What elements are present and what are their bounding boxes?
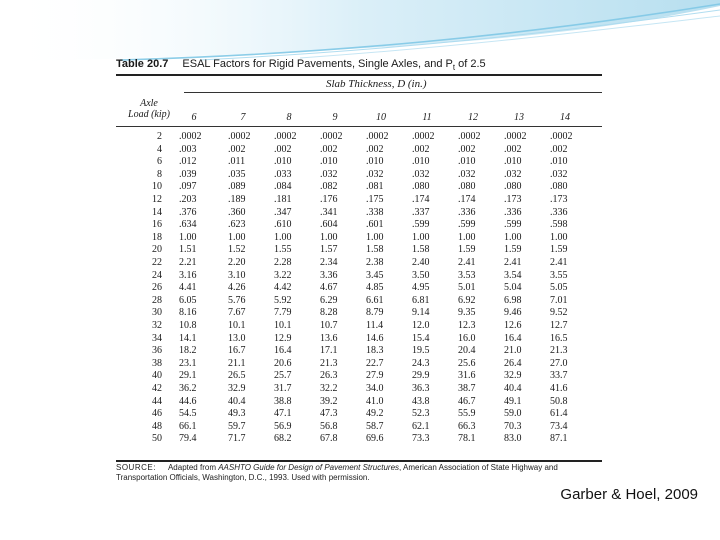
- slide-credit: Garber & Hoel, 2009: [560, 486, 698, 503]
- esal-factor-cell: 1.00: [274, 231, 292, 243]
- esal-factor-cell: 2.41: [458, 257, 476, 268]
- axle-load-cell: 30: [152, 307, 162, 319]
- axle-load-cell: 6: [157, 156, 162, 168]
- esal-factor-cell: 16.4: [504, 332, 522, 344]
- esal-factor-cell: .002: [320, 143, 338, 155]
- esal-factor-cell: 1.00: [320, 231, 338, 243]
- esal-factor-cell: 49.1: [504, 395, 522, 407]
- esal-factor-cell: 27.9: [366, 370, 384, 382]
- esal-factor-cell: .032: [458, 168, 476, 180]
- esal-factor-cell: 14.1: [179, 332, 197, 344]
- esal-factor-cell: .097: [179, 181, 197, 193]
- esal-factor-cell: .080: [412, 181, 430, 193]
- esal-factor-cell: 8.16: [179, 307, 197, 319]
- esal-factor-cell: .032: [504, 168, 522, 180]
- esal-factor-cell: 9.14: [412, 307, 430, 319]
- esal-factor-cell: 12.9: [274, 332, 292, 344]
- esal-factor-cell: 61.4: [550, 408, 568, 420]
- esal-factor-cell: .336: [550, 206, 568, 218]
- esal-factor-cell: 73.4: [550, 420, 568, 432]
- source-label: SOURCE:: [116, 463, 156, 472]
- esal-factor-cell: 3.45: [366, 269, 384, 281]
- esal-factor-cell: .032: [320, 168, 338, 180]
- esal-factor-cell: 27.0: [550, 357, 568, 369]
- esal-factor-cell: 19.5: [412, 345, 430, 357]
- esal-factor-cell: 13.0: [228, 332, 246, 344]
- axle-load-cell: 2: [157, 131, 162, 142]
- esal-factor-cell: .032: [550, 168, 568, 180]
- esal-factor-cell: .0002: [504, 131, 527, 142]
- esal-factor-cell: 7.67: [228, 307, 246, 319]
- esal-factor-cell: .002: [228, 143, 246, 155]
- esal-factor-cell: 26.4: [504, 357, 522, 369]
- table-document: [116, 54, 602, 484]
- axle-load-cell: 8: [157, 168, 162, 180]
- esal-factor-cell: .601: [366, 219, 384, 231]
- esal-factor-cell: .002: [274, 143, 292, 155]
- column-header: 7: [240, 112, 246, 123]
- table-title: [116, 58, 486, 72]
- axle-load-cell: 28: [152, 294, 162, 306]
- axle-header-line1: Axle: [140, 98, 158, 109]
- esal-factor-cell: .0002: [412, 131, 435, 142]
- esal-factor-cell: 10.8: [179, 320, 197, 331]
- esal-factor-cell: 25.6: [458, 357, 476, 369]
- esal-factor-cell: .002: [458, 143, 476, 155]
- esal-factor-cell: 49.3: [228, 408, 246, 420]
- esal-factor-cell: 2.38: [366, 257, 384, 268]
- esal-factor-cell: 8.79: [366, 307, 384, 319]
- column-header: 10: [376, 112, 386, 123]
- axle-load-cell: 10: [152, 181, 162, 193]
- esal-factor-cell: .0002: [550, 131, 573, 142]
- esal-factor-cell: 1.00: [458, 231, 476, 243]
- esal-factor-cell: 21.3: [550, 345, 568, 357]
- esal-factor-cell: 1.55: [274, 244, 292, 256]
- axle-header-line2: Load (kip): [128, 109, 170, 120]
- esal-factor-cell: 3.55: [550, 269, 568, 281]
- esal-factor-cell: 33.7: [550, 370, 568, 382]
- table-title-subscript: t: [452, 63, 456, 73]
- esal-factor-cell: .003: [179, 143, 197, 155]
- esal-factor-cell: .173: [504, 194, 522, 205]
- esal-factor-cell: 16.4: [274, 345, 292, 357]
- esal-factor-cell: .039: [179, 168, 197, 180]
- esal-factor-cell: .080: [458, 181, 476, 193]
- esal-factor-cell: 32.2: [320, 383, 338, 394]
- esal-factor-cell: .347: [274, 206, 292, 218]
- esal-factor-cell: 79.4: [179, 433, 197, 445]
- column-header: 12: [468, 112, 478, 123]
- esal-factor-cell: 1.00: [228, 231, 246, 243]
- esal-factor-cell: 32.9: [228, 383, 246, 394]
- esal-factor-cell: 3.54: [504, 269, 522, 281]
- esal-factor-cell: .0002: [228, 131, 251, 142]
- esal-factor-cell: 4.26: [228, 282, 246, 294]
- esal-factor-cell: 2.40: [412, 257, 430, 268]
- header-rule: [116, 126, 602, 127]
- esal-factor-cell: 16.0: [458, 332, 476, 344]
- axle-load-cell: 32: [152, 320, 162, 331]
- table-title-end: of 2.5: [455, 58, 486, 70]
- esal-factor-cell: .010: [320, 156, 338, 168]
- esal-factor-cell: .002: [366, 143, 384, 155]
- esal-factor-cell: .599: [458, 219, 476, 231]
- axle-load-cell: 36: [152, 345, 162, 357]
- esal-factor-cell: 69.6: [366, 433, 384, 445]
- esal-factor-cell: 14.6: [366, 332, 384, 344]
- esal-factor-cell: 38.7: [458, 383, 476, 394]
- esal-factor-cell: 40.4: [228, 395, 246, 407]
- esal-factor-cell: 36.3: [412, 383, 430, 394]
- esal-factor-cell: .011: [228, 156, 246, 168]
- esal-factor-cell: .176: [320, 194, 338, 205]
- axle-load-cell: 26: [152, 282, 162, 294]
- esal-factor-cell: 2.41: [504, 257, 522, 268]
- esal-factor-cell: 21.0: [504, 345, 522, 357]
- esal-factor-cell: 3.16: [179, 269, 197, 281]
- esal-factor-cell: 41.6: [550, 383, 568, 394]
- esal-factor-cell: 87.1: [550, 433, 568, 445]
- esal-factor-cell: .336: [504, 206, 522, 218]
- esal-factor-cell: 5.05: [550, 282, 568, 294]
- esal-factor-cell: .035: [228, 168, 246, 180]
- source-book-title: AASHTO Guide for Design of Pavement Structures: [218, 463, 400, 472]
- esal-factor-cell: 1.00: [366, 231, 384, 243]
- esal-factor-cell: 12.7: [550, 320, 568, 331]
- column-header: 6: [191, 112, 197, 123]
- esal-factor-cell: 20.6: [274, 357, 292, 369]
- esal-factor-cell: 73.3: [412, 433, 430, 445]
- esal-factor-cell: .337: [412, 206, 430, 218]
- esal-factor-cell: 54.5: [179, 408, 197, 420]
- esal-factor-cell: 71.7: [228, 433, 246, 445]
- axle-load-cell: 38: [152, 357, 162, 369]
- axle-load-cell: 14: [152, 206, 162, 218]
- axle-load-cell: 12: [152, 194, 162, 205]
- esal-factor-cell: 8.28: [320, 307, 338, 319]
- esal-factor-cell: 1.58: [412, 244, 430, 256]
- esal-factor-cell: .634: [179, 219, 197, 231]
- esal-factor-cell: 34.0: [366, 383, 384, 394]
- column-header: 14: [560, 112, 570, 123]
- esal-factor-cell: .598: [550, 219, 568, 231]
- esal-factor-cell: 1.57: [320, 244, 338, 256]
- esal-factor-cell: 41.0: [366, 395, 384, 407]
- esal-factor-cell: 66.3: [458, 420, 476, 432]
- esal-factor-cell: .610: [274, 219, 292, 231]
- esal-factor-cell: 10.7: [320, 320, 338, 331]
- esal-factor-cell: .002: [550, 143, 568, 155]
- esal-factor-cell: 2.21: [179, 257, 197, 268]
- esal-factor-cell: .189: [228, 194, 246, 205]
- esal-factor-cell: .599: [504, 219, 522, 231]
- esal-factor-cell: .604: [320, 219, 338, 231]
- esal-factor-cell: .010: [504, 156, 522, 168]
- axle-load-cell: 48: [152, 420, 162, 432]
- esal-factor-cell: 29.1: [179, 370, 197, 382]
- esal-factor-cell: 59.0: [504, 408, 522, 420]
- esal-factor-cell: .338: [366, 206, 384, 218]
- esal-factor-cell: 78.1: [458, 433, 476, 445]
- esal-factor-cell: 26.5: [228, 370, 246, 382]
- esal-factor-cell: .032: [366, 168, 384, 180]
- esal-factor-cell: 5.92: [274, 294, 292, 306]
- column-header: 11: [422, 112, 432, 123]
- esal-factor-cell: 58.7: [366, 420, 384, 432]
- esal-factor-cell: 4.85: [366, 282, 384, 294]
- esal-factor-cell: 67.8: [320, 433, 338, 445]
- esal-factor-cell: 5.04: [504, 282, 522, 294]
- esal-factor-cell: 15.4: [412, 332, 430, 344]
- esal-factor-cell: .0002: [366, 131, 389, 142]
- axle-load-cell: 18: [152, 231, 162, 243]
- esal-factor-cell: 2.28: [274, 257, 292, 268]
- esal-factor-cell: .341: [320, 206, 338, 218]
- esal-factor-cell: 70.3: [504, 420, 522, 432]
- esal-factor-cell: 7.01: [550, 294, 568, 306]
- esal-factor-cell: .0002: [458, 131, 481, 142]
- esal-factor-cell: 1.51: [179, 244, 197, 256]
- esal-factor-cell: .174: [458, 194, 476, 205]
- esal-factor-cell: 1.00: [504, 231, 522, 243]
- esal-factor-cell: .376: [179, 206, 197, 218]
- esal-factor-cell: 1.59: [550, 244, 568, 256]
- esal-factor-cell: 3.22: [274, 269, 292, 281]
- esal-factor-cell: 2.20: [228, 257, 246, 268]
- axle-load-cell: 46: [152, 408, 162, 420]
- esal-factor-cell: 12.6: [504, 320, 522, 331]
- esal-factor-cell: 2.34: [320, 257, 338, 268]
- esal-factor-cell: 9.35: [458, 307, 476, 319]
- esal-factor-cell: 44.6: [179, 395, 197, 407]
- esal-factor-cell: 21.1: [228, 357, 246, 369]
- esal-factor-cell: 6.05: [179, 294, 197, 306]
- esal-factor-cell: 50.8: [550, 395, 568, 407]
- esal-factor-cell: 62.1: [412, 420, 430, 432]
- column-header: 8: [286, 112, 292, 123]
- esal-factor-cell: 36.2: [179, 383, 197, 394]
- esal-factor-cell: 68.2: [274, 433, 292, 445]
- esal-factor-cell: .0002: [274, 131, 297, 142]
- esal-factor-cell: 47.1: [274, 408, 292, 420]
- esal-factor-cell: 6.29: [320, 294, 338, 306]
- esal-factor-cell: 56.8: [320, 420, 338, 432]
- esal-factor-cell: .336: [458, 206, 476, 218]
- esal-factor-cell: .032: [412, 168, 430, 180]
- esal-factor-cell: .010: [274, 156, 292, 168]
- source-note: [116, 463, 602, 483]
- esal-factor-cell: 6.81: [412, 294, 430, 306]
- esal-factor-cell: .010: [366, 156, 384, 168]
- esal-factor-cell: .010: [458, 156, 476, 168]
- esal-factor-cell: 83.0: [504, 433, 522, 445]
- esal-factor-cell: 31.6: [458, 370, 476, 382]
- esal-factor-cell: 46.7: [458, 395, 476, 407]
- esal-factor-cell: 9.46: [504, 307, 522, 319]
- esal-factor-cell: .012: [179, 156, 197, 168]
- table-number: Table 20.7: [116, 58, 169, 70]
- span-rule: [184, 92, 602, 93]
- esal-factor-cell: .081: [366, 181, 384, 193]
- esal-factor-cell: .080: [550, 181, 568, 193]
- esal-factor-cell: 4.95: [412, 282, 430, 294]
- esal-factor-cell: 40.4: [504, 383, 522, 394]
- esal-factor-cell: .0002: [179, 131, 202, 142]
- esal-factor-cell: .089: [228, 181, 246, 193]
- esal-factor-cell: 2.41: [550, 257, 568, 268]
- esal-factor-cell: 56.9: [274, 420, 292, 432]
- esal-factor-cell: 1.52: [228, 244, 246, 256]
- esal-factor-cell: 1.00: [179, 231, 197, 243]
- esal-factor-cell: 12.0: [412, 320, 430, 331]
- esal-factor-cell: 6.92: [458, 294, 476, 306]
- esal-factor-cell: 5.76: [228, 294, 246, 306]
- esal-factor-cell: 43.8: [412, 395, 430, 407]
- esal-factor-cell: .203: [179, 194, 197, 205]
- esal-factor-cell: .084: [274, 181, 292, 193]
- esal-factor-cell: .082: [320, 181, 338, 193]
- esal-factor-cell: 26.3: [320, 370, 338, 382]
- esal-factor-cell: 20.4: [458, 345, 476, 357]
- esal-factor-cell: 16.5: [550, 332, 568, 344]
- esal-factor-cell: 4.67: [320, 282, 338, 294]
- esal-factor-cell: .010: [550, 156, 568, 168]
- esal-factor-cell: 31.7: [274, 383, 292, 394]
- axle-load-cell: 50: [152, 433, 162, 445]
- esal-factor-cell: 7.79: [274, 307, 292, 319]
- esal-factor-cell: .033: [274, 168, 292, 180]
- axle-load-cell: 42: [152, 383, 162, 394]
- esal-factor-cell: 11.4: [366, 320, 384, 331]
- esal-factor-cell: 23.1: [179, 357, 197, 369]
- esal-factor-cell: .0002: [320, 131, 343, 142]
- axle-load-cell: 44: [152, 395, 162, 407]
- axle-load-cell: 24: [152, 269, 162, 281]
- esal-factor-cell: .360: [228, 206, 246, 218]
- esal-factor-cell: 18.2: [179, 345, 197, 357]
- esal-factor-cell: .175: [366, 194, 384, 205]
- bottom-rule: [116, 460, 602, 462]
- esal-factor-cell: .002: [412, 143, 430, 155]
- esal-factor-cell: 55.9: [458, 408, 476, 420]
- esal-factor-cell: 5.01: [458, 282, 476, 294]
- axle-load-cell: 20: [152, 244, 162, 256]
- esal-factor-cell: 47.3: [320, 408, 338, 420]
- esal-factor-cell: 25.7: [274, 370, 292, 382]
- esal-factor-cell: 1.59: [458, 244, 476, 256]
- axle-load-cell: 22: [152, 257, 162, 268]
- esal-factor-cell: .010: [412, 156, 430, 168]
- esal-factor-cell: 3.53: [458, 269, 476, 281]
- esal-factor-cell: 10.1: [274, 320, 292, 331]
- esal-factor-cell: .181: [274, 194, 292, 205]
- esal-factor-cell: 1.00: [550, 231, 568, 243]
- esal-factor-cell: 52.3: [412, 408, 430, 420]
- esal-factor-cell: .173: [550, 194, 568, 205]
- axle-load-cell: 4: [157, 143, 162, 155]
- esal-factor-cell: 9.52: [550, 307, 568, 319]
- esal-factor-cell: 66.1: [179, 420, 197, 432]
- esal-factor-cell: 21.3: [320, 357, 338, 369]
- axle-load-cell: 40: [152, 370, 162, 382]
- esal-factor-cell: 24.3: [412, 357, 430, 369]
- esal-factor-cell: 6.98: [504, 294, 522, 306]
- source-pre: Adapted from: [167, 463, 219, 472]
- esal-factor-cell: 32.9: [504, 370, 522, 382]
- esal-factor-cell: .174: [412, 194, 430, 205]
- esal-factor-cell: 4.42: [274, 282, 292, 294]
- esal-factor-cell: .599: [412, 219, 430, 231]
- table-title-text: ESAL Factors for Rigid Pavements, Single Axles, and P: [182, 58, 453, 70]
- esal-factor-cell: 49.2: [366, 408, 384, 420]
- esal-factor-cell: 16.7: [228, 345, 246, 357]
- esal-factor-cell: 13.6: [320, 332, 338, 344]
- esal-factor-cell: .080: [504, 181, 522, 193]
- column-header: 13: [514, 112, 524, 123]
- esal-factor-cell: 1.00: [412, 231, 430, 243]
- axle-load-cell: 34: [152, 332, 162, 344]
- esal-factor-cell: 6.61: [366, 294, 384, 306]
- esal-factor-cell: 38.8: [274, 395, 292, 407]
- esal-factor-cell: 1.58: [366, 244, 384, 256]
- esal-factor-cell: 3.10: [228, 269, 246, 281]
- slab-thickness-header: Slab Thickness, D (in.): [326, 78, 427, 90]
- axle-load-cell: 16: [152, 219, 162, 231]
- esal-factor-cell: 29.9: [412, 370, 430, 382]
- esal-factor-cell: .623: [228, 219, 246, 231]
- esal-factor-cell: 18.3: [366, 345, 384, 357]
- esal-factor-cell: 4.41: [179, 282, 197, 294]
- esal-factor-cell: 12.3: [458, 320, 476, 331]
- esal-factor-cell: 3.36: [320, 269, 338, 281]
- esal-factor-cell: 10.1: [228, 320, 246, 331]
- esal-factor-cell: 1.59: [504, 244, 522, 256]
- esal-factor-cell: 22.7: [366, 357, 384, 369]
- esal-factor-cell: .002: [504, 143, 522, 155]
- column-header: 9: [332, 112, 338, 123]
- esal-factor-cell: 3.50: [412, 269, 430, 281]
- source-post: , American Association of State Highway and Transportation Officials, Washington, D.C., 1993. Used with permission.: [116, 463, 558, 482]
- esal-factor-cell: 17.1: [320, 345, 338, 357]
- esal-factor-cell: 59.7: [228, 420, 246, 432]
- esal-factor-cell: 39.2: [320, 395, 338, 407]
- top-rule: [116, 74, 602, 76]
